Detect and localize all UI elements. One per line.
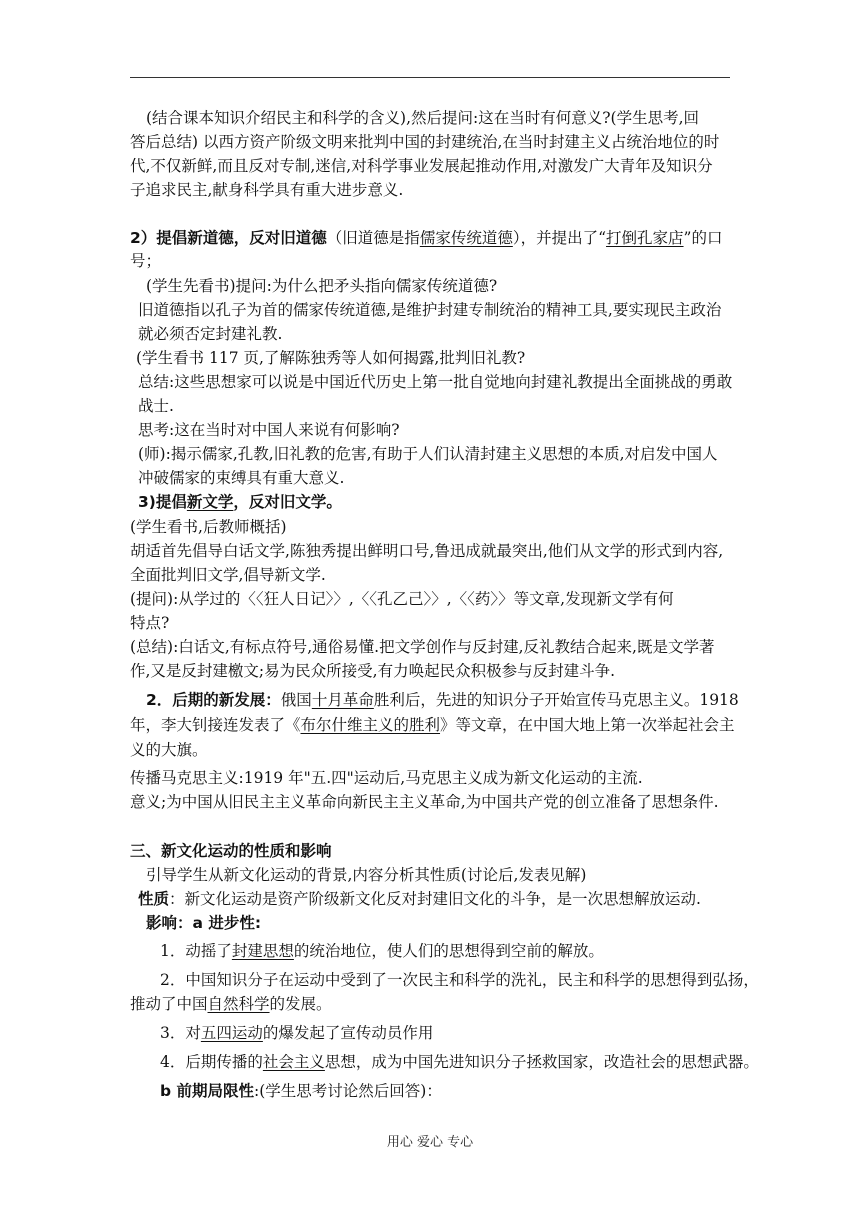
page-footer: 用心 爱心 专心	[386, 1135, 474, 1150]
text-line: 全面批判旧文学,倡导新文学.	[130, 566, 326, 584]
link-october-revolution[interactable]: 十月革命	[311, 691, 374, 709]
text-line: (学生看书 117 页,了解陈独秀等人如何揭露,批判旧礼教?	[136, 349, 526, 367]
impact-item	[160, 1051, 759, 1073]
impact-heading: 影响：a 进步性:	[146, 914, 262, 932]
text-line: 传播马克思主义:1919 年"五.四"运动后,马克思主义成为新文化运动的主流.	[130, 769, 643, 787]
text-line: 战士.	[138, 397, 174, 415]
text-line: 意义;为中国从旧民主主义革命向新民主主义革命,为中国共产党的创立准备了思想条件.	[130, 793, 719, 811]
link-victory-of-bolshevism[interactable]: 布尔什维主义的胜利	[300, 716, 441, 734]
heading-text: 3)提倡	[138, 493, 187, 511]
text: ），并提出了“	[512, 229, 607, 247]
text-line: (学生先看书)提问:为什么把矛头指向儒家传统道德?	[146, 277, 498, 295]
text-line: 引导学生从新文化运动的背景,内容分析其性质(讨论后,发表见解)	[146, 866, 587, 884]
limitation-line	[160, 1080, 442, 1102]
text: 的发展。	[269, 995, 332, 1013]
text: 的统治地位，使人们的思想得到空前的解放。	[293, 942, 604, 960]
text-line: 作,又是反封建檄文;易为民众所接受,有力唤起民众积极参与反封建斗争.	[130, 662, 616, 680]
text: 胜利后，先进的知识分子开始宣传马克思主义。1918	[373, 691, 739, 709]
heading-text: 2．后期的新发展：	[146, 691, 281, 709]
text-line: 义的大旗。	[130, 741, 208, 759]
nature-line	[138, 888, 701, 910]
link-confucian-morality[interactable]: 儒家传统道德	[419, 229, 513, 247]
text: ”的口	[683, 229, 723, 247]
text-line: 答后总结) 以西方资产阶级文明来批判中国的封建统治,在当时封建主义占统治地位的时	[130, 133, 720, 151]
text-line: (总结):白话文,有标点符号,通俗易懂.把文学创作与反封建,反礼教结合起来,既是文学著	[130, 638, 715, 656]
text: ：新文化运动是资产阶级新文化反对封建旧文化的斗争，是一次思想解放运动.	[169, 890, 701, 908]
text: 3．对	[160, 1024, 201, 1042]
text: 》等文章，在中国大地上第一次举起社会主	[440, 716, 735, 734]
text-line: 特点?	[130, 614, 170, 632]
text-line: 冲破儒家的束缚具有重大意义.	[138, 469, 345, 487]
text-line: 号；	[130, 252, 162, 270]
heading-text: ，反对旧文学。	[233, 493, 342, 511]
text: 4．后期传播的	[160, 1053, 263, 1071]
impact-item: 2．中国知识分子在运动中受到了一次民主和科学的洗礼，民主和科学的思想得到弘扬，	[160, 971, 759, 989]
text-line: (师):揭示儒家,孔教,旧礼教的危害,有助于人们认清封建主义思想的本质,对启发中国人	[138, 445, 718, 463]
section-heading-nature: 三、新文化运动的性质和影响	[130, 842, 332, 860]
section-heading-moral	[130, 227, 722, 249]
text-line: 思考:这在当时对中国人来说有何影响?	[138, 421, 400, 439]
link-may-fourth[interactable]: 五四运动	[200, 1024, 263, 1042]
label: 性质	[138, 890, 170, 908]
impact-item	[130, 993, 332, 1015]
text: 的爆发起了宣传动员作用	[262, 1024, 434, 1042]
link-natural-science[interactable]: 自然科学	[207, 995, 270, 1013]
text-line: 胡适首先倡导白话文学,陈独秀提出鲜明口号,鲁迅成就最突出,他们从文学的形式到内容,	[130, 542, 724, 560]
text: 年，李大钊接连发表了《	[130, 716, 301, 734]
later-development-line	[146, 689, 739, 711]
text-line: 代,不仅新鲜,而且反对专制,迷信,对科学事业发展起推动作用,对激发广大青年及知识分	[130, 157, 713, 175]
text-line: (结合课本知识介绍民主和科学的含义),然后提问:这在当时有何意义?(学生思考,回	[146, 109, 700, 127]
impact-item	[160, 940, 604, 962]
section-heading-literature	[138, 491, 342, 513]
link-socialism[interactable]: 社会主义	[262, 1053, 325, 1071]
text-line: 子追求民主,献身科学具有重大进步意义.	[130, 181, 404, 199]
text: 思想，成为中国先进知识分子拯救国家，改造社会的思想武器。	[324, 1053, 759, 1071]
text-line: (学生看书,后教师概括)	[130, 518, 287, 536]
text: 推动了中国	[130, 995, 208, 1013]
text: 俄国	[280, 691, 312, 709]
impact-item	[160, 1022, 433, 1044]
text: 1．动摇了	[160, 942, 232, 960]
link-feudal-thought[interactable]: 封建思想	[231, 942, 294, 960]
header-rule	[130, 77, 730, 78]
text-line: 总结:这些思想家可以说是中国近代历史上第一批自觉地向封建礼教提出全面挑战的勇敢	[138, 373, 733, 391]
label: b 前期局限性	[160, 1082, 254, 1100]
later-development-line	[130, 714, 735, 736]
link-new-literature[interactable]: 新文学	[186, 493, 234, 511]
text-line: (提问):从学过的〈〈狂人日记〉〉,〈〈孔乙己〉〉,〈〈药〉〉等文章,发现新文学有何	[130, 590, 674, 608]
text-line: 旧道德指以孔子为首的儒家传统道德,是维护封建专制统治的精神工具,要实现民主政治	[138, 301, 722, 319]
text-line: 就必须否定封建礼教.	[138, 325, 283, 343]
text: :(学生思考讨论然后回答)：	[254, 1082, 442, 1100]
heading-text: 2）提倡新道德，反对旧道德	[130, 229, 327, 247]
text: （旧道德是指	[326, 229, 420, 247]
link-down-with-confucius[interactable]: 打倒孔家店	[606, 229, 684, 247]
